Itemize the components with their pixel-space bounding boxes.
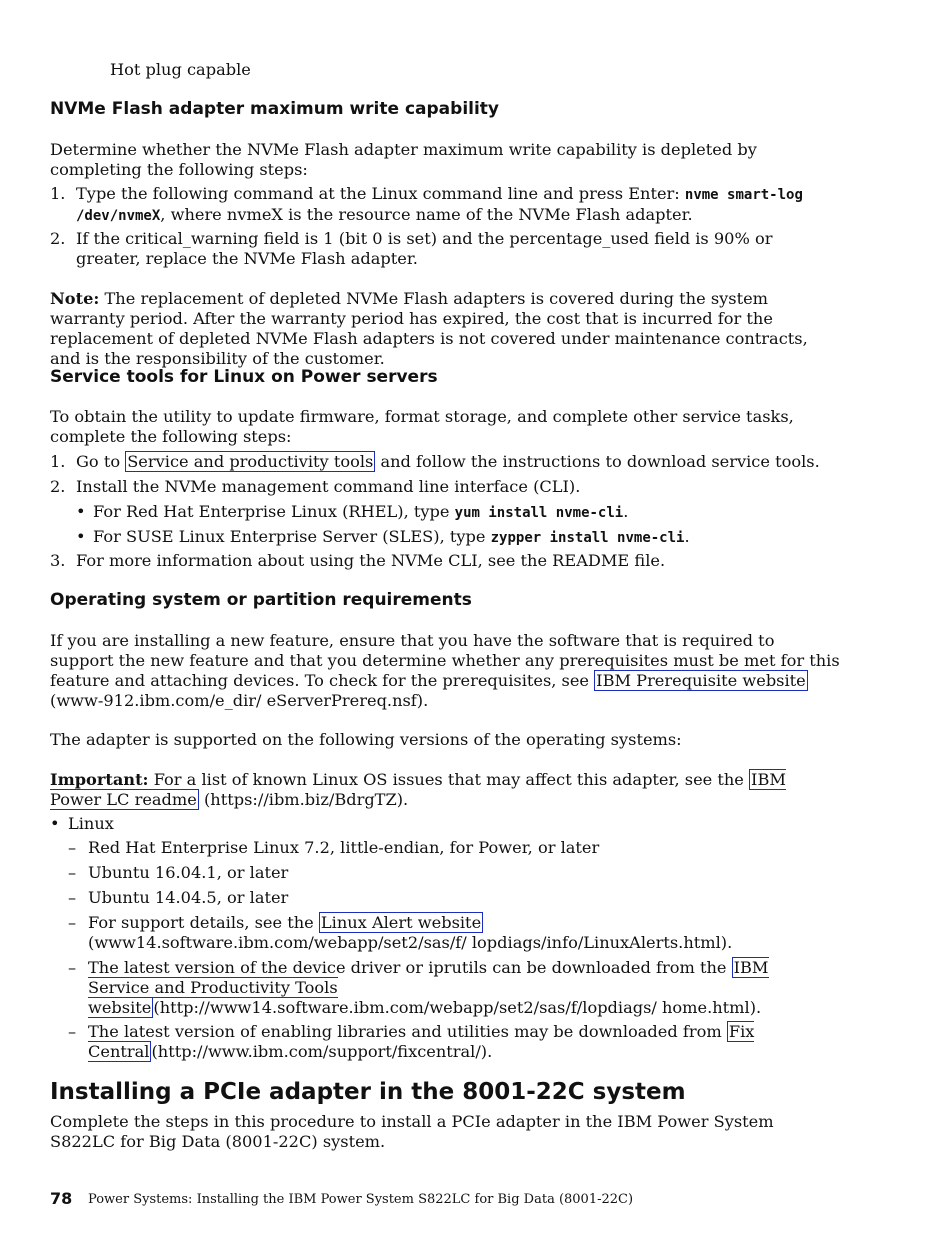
note-paragraph: Note: The replacement of depleted NVMe Flash adapters is covered during the system warranty period. After the warranty period has expired, the cost that is incurred for the replacement of depleted NVMe Flash adapters is not covered under maintenance contracts, and is the responsibility of the customer. <box>50 289 808 368</box>
fix-central-link[interactable]: Fix Central <box>88 1022 755 1061</box>
step-text: Install the NVMe management command line interface (CLI). <box>76 477 581 496</box>
dash: – <box>68 838 77 857</box>
step-number: 2. <box>50 229 66 248</box>
hot-plug-line: Hot plug capable <box>110 60 251 79</box>
page-number: 78 <box>50 1189 73 1208</box>
step-number: 1. <box>50 452 66 471</box>
os-requirements-paragraph: If you are installing a new feature, ensure that you have the software that is required to support the new feature and that you determine whether any prerequisites must be met for this feature and attaching devices. To check for the prerequisites, see IBM Prerequisite website (www-912.ibm.com/e_dir/ eServerPrereq.nsf). <box>50 631 840 710</box>
dash: – <box>68 913 77 932</box>
service-productivity-tools-link[interactable]: Service and productivity tools <box>127 452 374 471</box>
important-paragraph: Important: For a list of known Linux OS issues that may affect this adapter, see the IBM Power LC readme (https://ibm.biz/BdrgTZ). <box>50 770 786 809</box>
dash: – <box>68 863 77 882</box>
command-code: nvme smart-log <box>684 187 803 203</box>
linux-alert-link[interactable]: Linux Alert website <box>320 913 482 932</box>
ibm-service-tools-link[interactable]: IBM Service and Productivity Tools website <box>88 958 769 1017</box>
step-number: 1. <box>50 184 66 203</box>
command-code: /dev/nvmeX <box>76 208 161 224</box>
step-text: Type the following command at the Linux command line and press Enter: nvme smart-log /dev/nvmeX, where nvmeX is the resource name of the NVMe Flash adapter. <box>76 184 803 224</box>
section-heading-write-capability: NVMe Flash adapter maximum write capability <box>50 99 500 119</box>
section-heading-service-tools: Service tools for Linux on Power servers <box>50 367 438 387</box>
install-pcie-paragraph: Complete the steps in this procedure to install a PCIe adapter in the IBM Power System S822LC for Big Data (8001-22C) system. <box>50 1112 774 1151</box>
step-text: If the critical_warning field is 1 (bit 0 is set) and the percentage_used field is 90% or greater, replace the NVMe Flash adapter. <box>76 229 773 268</box>
step-number: 2. <box>50 477 66 496</box>
command-code: yum install nvme-cli <box>454 505 624 521</box>
dash: – <box>68 888 77 907</box>
dash: – <box>68 958 77 977</box>
note-label: Note: <box>50 289 100 308</box>
write-capability-intro: Determine whether the NVMe Flash adapter maximum write capability is depleted by completing the following steps: <box>50 140 757 179</box>
ibm-power-lc-readme-link[interactable]: IBM Power LC readme <box>50 770 786 809</box>
step-text: For more information about using the NVMe CLI, see the README file. <box>76 551 666 570</box>
bullet: • <box>50 814 60 833</box>
dash: – <box>68 1022 77 1041</box>
supported-versions-paragraph: The adapter is supported on the following versions of the operating systems: <box>50 730 682 749</box>
bullet: • <box>76 502 86 521</box>
linux-label: Linux <box>68 814 114 833</box>
footer-title: Power Systems: Installing the IBM Power System S822LC for Big Data (8001-22C) <box>88 1192 634 1207</box>
ibm-prerequisite-link[interactable]: IBM Prerequisite website <box>596 671 806 690</box>
command-code: zypper install nvme-cli <box>490 530 685 546</box>
important-label: Important: <box>50 770 149 789</box>
service-tools-intro: To obtain the utility to update firmware, format storage, and complete other service tasks, complete the following steps: <box>50 407 794 446</box>
section-heading-os-requirements: Operating system or partition requirements <box>50 590 472 610</box>
section-heading-install-pcie: Installing a PCIe adapter in the 8001-22C system <box>50 1079 686 1105</box>
step-number: 3. <box>50 551 66 570</box>
bullet: • <box>76 527 86 546</box>
